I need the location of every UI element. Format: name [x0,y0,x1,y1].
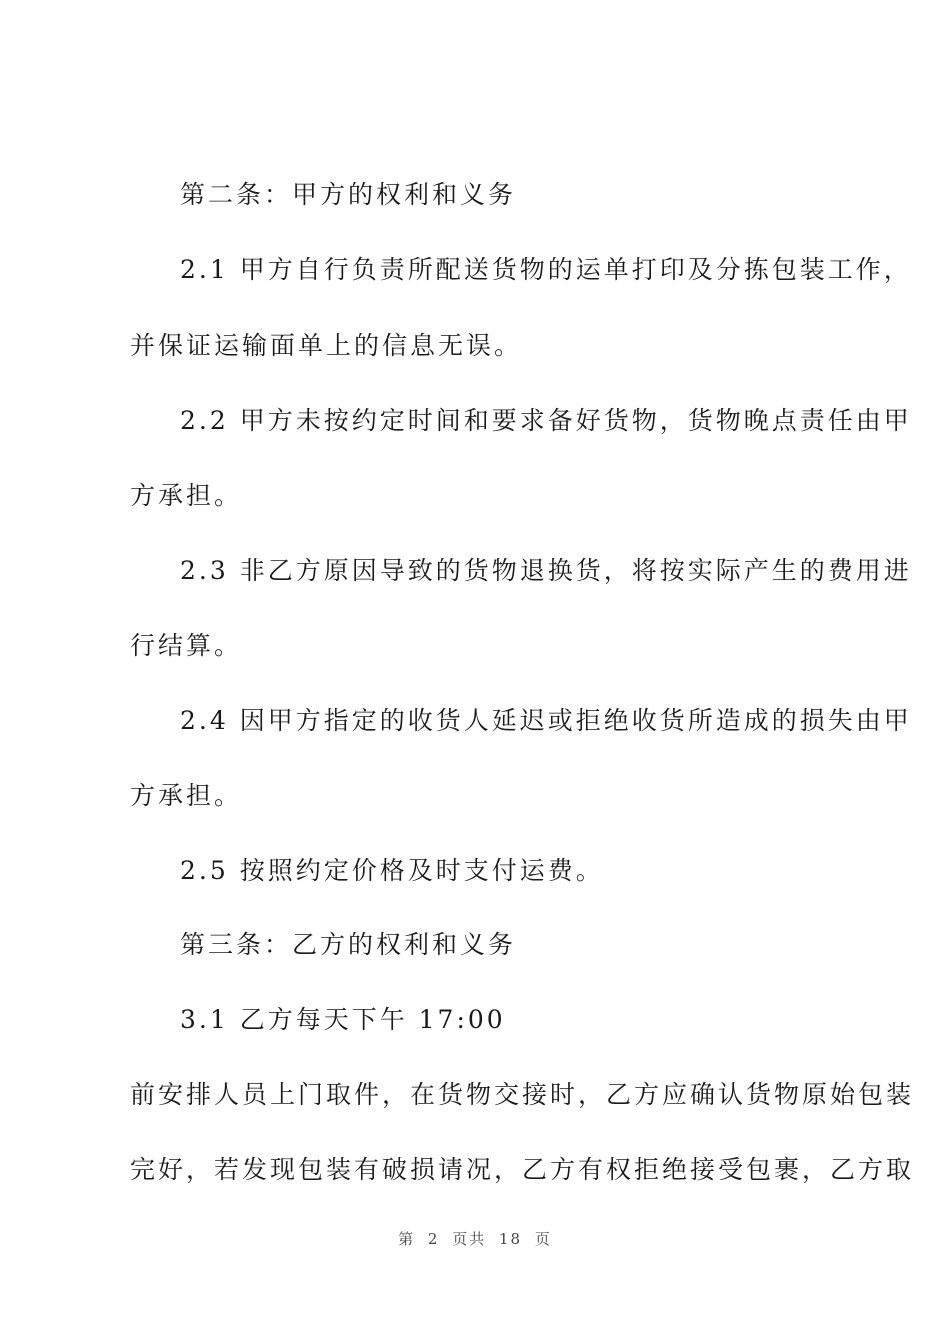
section-heading: 第二条：甲方的权利和义务 [180,180,517,209]
paragraph-line: 2.3 非乙方原因导致的货物退换货，将按实际产生的费用进 [180,556,912,585]
section-heading: 第三条：乙方的权利和义务 [180,930,517,959]
paragraph-line: 2.5 按照约定价格及时支付运费。 [180,856,604,885]
paragraph-line: 完好，若发现包装有破损请况，乙方有权拒绝接受包裹，乙方取 [130,1155,915,1184]
paragraph-line: 2.1 甲方自行负责所配送货物的运单打印及分拣包装工作， [180,255,912,284]
paragraph-line: 方承担。 [130,481,243,510]
paragraph-line: 2.4 因甲方指定的收货人延迟或拒绝收货所造成的损失由甲 [180,706,912,735]
page-footer: 第 2 页共 18 页 [398,1230,552,1248]
paragraph-line: 3.1 乙方每天下午 17:00 [180,1005,506,1034]
paragraph-line: 前安排人员上门取件，在货物交接时，乙方应确认货物原始包装 [130,1080,915,1109]
paragraph-line: 行结算。 [130,631,243,660]
paragraph-line: 2.2 甲方未按约定时间和要求备好货物，货物晚点责任由甲 [180,406,912,435]
paragraph-line: 方承担。 [130,781,243,810]
paragraph-line: 并保证运输面单上的信息无误。 [130,331,523,360]
